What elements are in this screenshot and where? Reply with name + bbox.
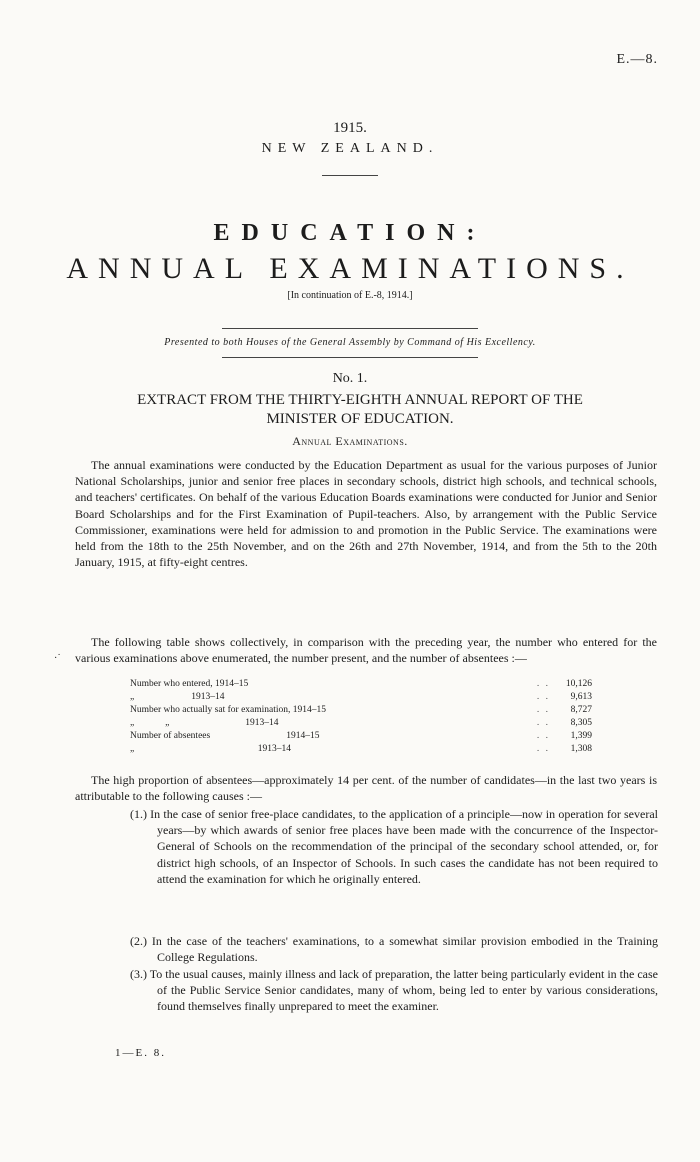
cause-1: (1.) In the case of senior free-place candidates, to the application of a principle—now in operation for several years—by which awards of senior free places have been made with the concurrence of the Inspector-General of Schools on the recommendation of the principal of the secondary school attended, or, for district high schools, of an Inspector of Schools. In such cases the candidate has not been required to attend the examination for which he originally entered. bbox=[130, 807, 658, 886]
table-row-value: 1,308 bbox=[570, 744, 592, 754]
footer-signature: 1—E. 8. bbox=[115, 1047, 166, 1059]
country-name: NEW ZEALAND. bbox=[261, 141, 439, 156]
table-row-label: „ 1913–14 bbox=[130, 692, 225, 702]
divider-top bbox=[222, 328, 478, 329]
table-row: . . Number who entered, 1914–15 10,126 bbox=[130, 679, 592, 689]
margin-mark: ·˙ bbox=[54, 653, 61, 664]
table-row: . . „ 1913–14 1,308 bbox=[130, 744, 592, 754]
table-row: . . Number who actually sat for examination, 1914–15 8,727 bbox=[130, 705, 592, 715]
table-row: . . Number of absentees 1914–15 1,399 bbox=[130, 731, 592, 741]
table-row-label: „ 1913–14 bbox=[130, 744, 291, 754]
cause-2: (2.) In the case of the teachers' examinations, to a somewhat similar provision embodied in the Training College Regulations. bbox=[130, 934, 658, 965]
table-row-value: 1,399 bbox=[570, 731, 592, 741]
cause-list-item bbox=[130, 966, 658, 1015]
table-row: . . „ 1913–14 9,613 bbox=[130, 692, 592, 702]
table-row: . . „ „ 1913–14 8,305 bbox=[130, 718, 592, 728]
report-number: No. 1. bbox=[332, 371, 368, 386]
cause-list-item bbox=[130, 806, 658, 887]
extract-heading-line1: EXTRACT FROM THE THIRTY-EIGHTH ANNUAL REPORT OF THE bbox=[137, 392, 583, 408]
presented-note: Presented to both Houses of the General Assembly by Command of His Excellency. bbox=[164, 337, 536, 348]
year: 1915. bbox=[333, 120, 367, 136]
divider-bottom bbox=[222, 357, 478, 358]
table-row-label: Number of absentees 1914–15 bbox=[130, 731, 320, 741]
continuation-note: [In continuation of E.-8, 1914.] bbox=[287, 290, 413, 301]
section-heading: Annual Examinations. bbox=[292, 434, 408, 448]
statistics-table bbox=[130, 678, 660, 756]
divider-short bbox=[322, 175, 378, 176]
paragraph-absentees: The high proportion of absentees—approximately 14 per cent. of the number of candidates—in the last two years is attributable to the following causes :— bbox=[75, 773, 657, 804]
table-row-label: Number who actually sat for examination, 1914–15 bbox=[130, 705, 327, 715]
page-reference: E.—8. bbox=[616, 52, 658, 67]
paragraph-conduct: The annual examinations were conducted by the Education Department as usual for the various purposes of Junior National Scholarships, junior and senior free places in secondary schools, district high schools, and technical schools, and teachers' certificates. On behalf of the various Education Boards examinations were conducted for Junior and Senior Board Scholarships and for the First Examination of Pupil-teachers. Also, by arrangement with the Public Service Commissioner, examinations were held for admission to and promotion in the Public Service. The examinations were held from the 18th to the 25th November, and on the 26th and 27th November, 1914, and from the 5th to the 20th January, 1915, at fifty-eight centres. bbox=[75, 458, 657, 570]
cause-list-item bbox=[130, 933, 658, 965]
table-row-value: 8,305 bbox=[570, 718, 592, 728]
extract-heading-line2: MINISTER OF EDUCATION. bbox=[266, 411, 454, 427]
table-row-value: 9,613 bbox=[570, 692, 592, 702]
title-annual-examinations: ANNUAL EXAMINATIONS. bbox=[66, 252, 634, 285]
table-row-value: 8,727 bbox=[570, 705, 592, 715]
cause-3: (3.) To the usual causes, mainly illness and lack of preparation, the latter being particularly evident in the case of the Public Service Senior candidates, many of whom, being led to enter by various considerations, found themselves finally unprepared to meet the examiner. bbox=[130, 967, 658, 1014]
table-row-label: „ „ 1913–14 bbox=[130, 718, 279, 728]
extract-heading bbox=[60, 391, 660, 429]
title-education: EDUCATION: bbox=[213, 220, 487, 246]
table-row-value: 10,126 bbox=[565, 679, 592, 689]
table-row-label: Number who entered, 1914–15 bbox=[130, 679, 249, 689]
paragraph-table-intro: The following table shows collectively, in comparison with the preceding year, the number who entered for the various examinations above enumerated, the number present, and the number of absentees :— bbox=[75, 635, 657, 666]
